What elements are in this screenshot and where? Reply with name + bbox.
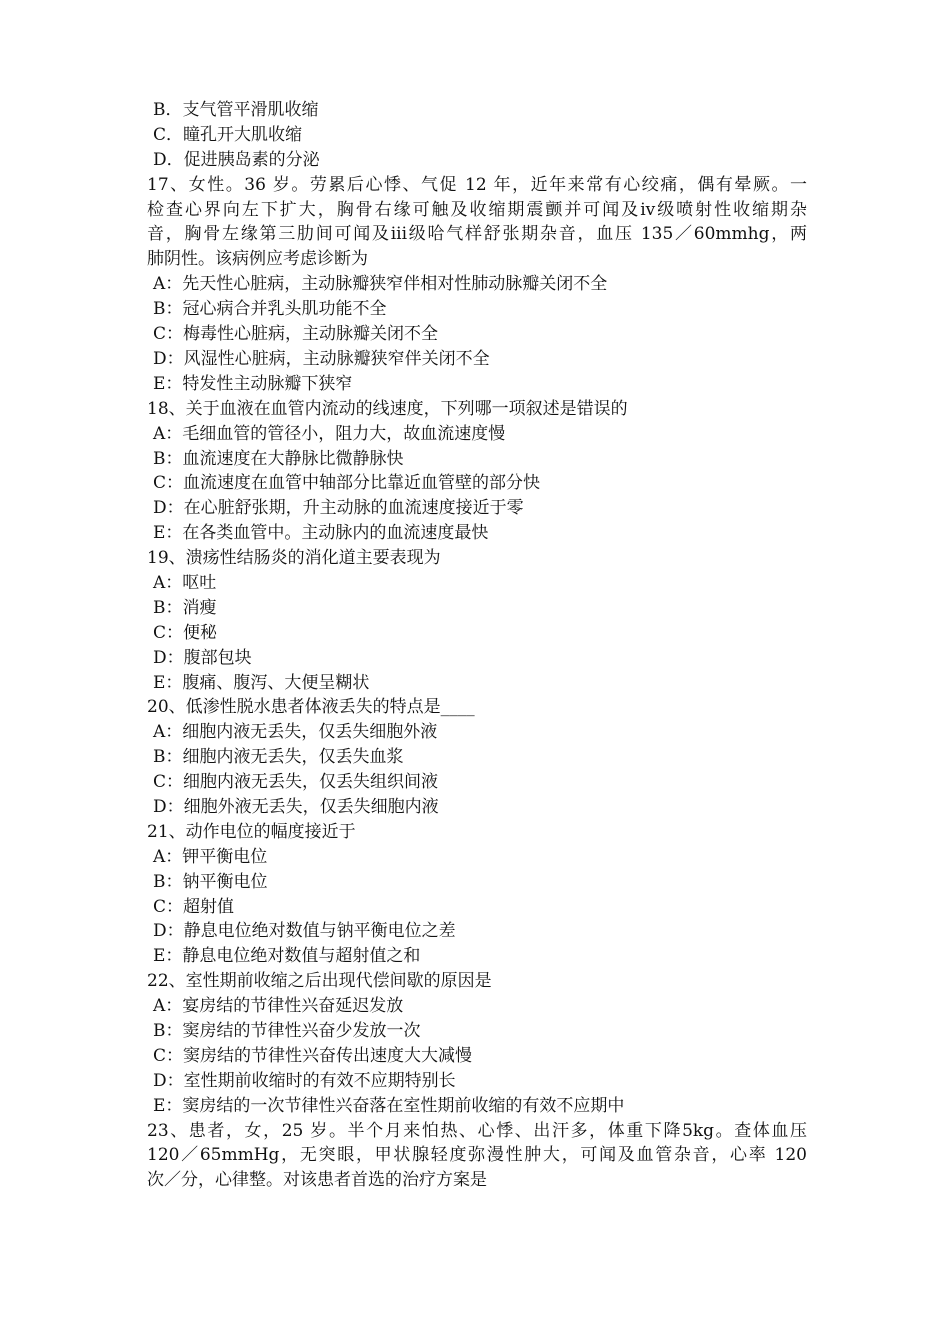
question-stem	[147, 173, 807, 273]
question-stem: 19、溃疡性结肠炎的消化道主要表现为	[147, 548, 441, 569]
answer-option: E：在各类血管中。主动脉内的血流速度最快	[153, 523, 489, 544]
answer-option: B：血流速度在大静脉比微静脉快	[153, 448, 404, 469]
question-stem: 18、关于血液在血管内流动的线速度，下列哪一项叙述是错误的	[147, 398, 628, 419]
answer-option: D：风湿性心脏病，主动脉瓣狭窄伴关闭不全	[153, 348, 490, 369]
answer-option: D．促进胰岛素的分泌	[153, 149, 320, 170]
answer-option: A：先天性心脏病，主动脉瓣狭窄伴相对性肺动脉瓣关闭不全	[153, 274, 608, 295]
answer-option: E：静息电位绝对数值与超射值之和	[153, 946, 421, 967]
answer-option: C：血流速度在血管中轴部分比靠近血管壁的部分快	[153, 473, 541, 494]
question-stem-line: 17、女性。36 岁。劳累后心悸、气促 12 年，近年来常有心绞痛，偶有晕厥。一	[147, 174, 807, 195]
question-stem-line: 次／分，心律整。对该患者首选的治疗方案是	[147, 1170, 487, 1191]
answer-option: B：细胞内液无丢失，仅丢失血浆	[153, 747, 404, 768]
question-stem: 22、室性期前收缩之后出现代偿间歇的原因是	[147, 971, 492, 992]
answer-option: B：消瘦	[153, 597, 217, 618]
answer-option: B：冠心病合并乳头肌功能不全	[153, 299, 387, 320]
question-stem-line: 检查心界向左下扩大，胸骨右缘可触及收缩期震颤并可闻及iv级喷射性收缩期杂	[147, 199, 807, 220]
answer-option: A：细胞内液无丢失，仅丢失细胞外液	[153, 722, 438, 743]
answer-option: C：细胞内液无丢失，仅丢失组织间液	[153, 772, 439, 793]
answer-option: B．支气管平滑肌收缩	[153, 100, 319, 120]
answer-option: C：超射值	[153, 896, 235, 917]
question-stem-line: 肺阴性。该病例应考虑诊断为	[147, 249, 368, 270]
document-body	[147, 98, 807, 1193]
question-stem-line: 120／65mmHg，无突眼，甲状腺轻度弥漫性肿大，可闻及血管杂音，心率 120	[147, 1145, 807, 1166]
answer-option: B：窦房结的节律性兴奋少发放一次	[153, 1021, 421, 1042]
answer-option: E：腹痛、腹泻、大便呈糊状	[153, 672, 370, 693]
answer-option: A：毛细血管的管径小，阻力大，故血流速度慢	[153, 423, 506, 444]
answer-option: E：特发性主动脉瓣下狭窄	[153, 373, 353, 394]
question-stem	[147, 1119, 807, 1194]
answer-option: C：梅毒性心脏病，主动脉瓣关闭不全	[153, 324, 439, 345]
question-stem: 21、动作电位的幅度接近于	[147, 821, 356, 842]
answer-option: A：钾平衡电位	[153, 846, 268, 867]
answer-option: A：宴房结的节律性兴奋延迟发放	[153, 996, 404, 1017]
question-stem: 20、低渗性脱水患者体液丢失的特点是____	[147, 697, 475, 718]
question-stem-line: 音，胸骨左缘第三肋间可闻及iii级哈气样舒张期杂音，血压 135／60mmhg，两	[147, 224, 807, 245]
answer-option: A：呕吐	[153, 572, 217, 593]
answer-option: D：腹部包块	[153, 647, 252, 668]
answer-option: D：静息电位绝对数值与钠平衡电位之差	[153, 921, 456, 942]
answer-option: D：室性期前收缩时的有效不应期特别长	[153, 1070, 456, 1091]
answer-option: E：窦房结的一次节律性兴奋落在室性期前收缩的有效不应期中	[153, 1095, 625, 1116]
answer-option: C：窦房结的节律性兴奋传出速度大大减慢	[153, 1045, 473, 1066]
answer-option: C：便秘	[153, 622, 218, 643]
question-stem-line: 23、患者，女，25 岁。半个月来怕热、心悸、出汗多，体重下降5kg。查体血压	[147, 1120, 807, 1141]
answer-option: B：钠平衡电位	[153, 871, 268, 892]
answer-option: D：在心脏舒张期，升主动脉的血流速度接近于零	[153, 498, 524, 519]
answer-option: C．瞳孔开大肌收缩	[153, 124, 303, 145]
answer-option: D：细胞外液无丢失，仅丢失细胞内液	[153, 797, 439, 817]
